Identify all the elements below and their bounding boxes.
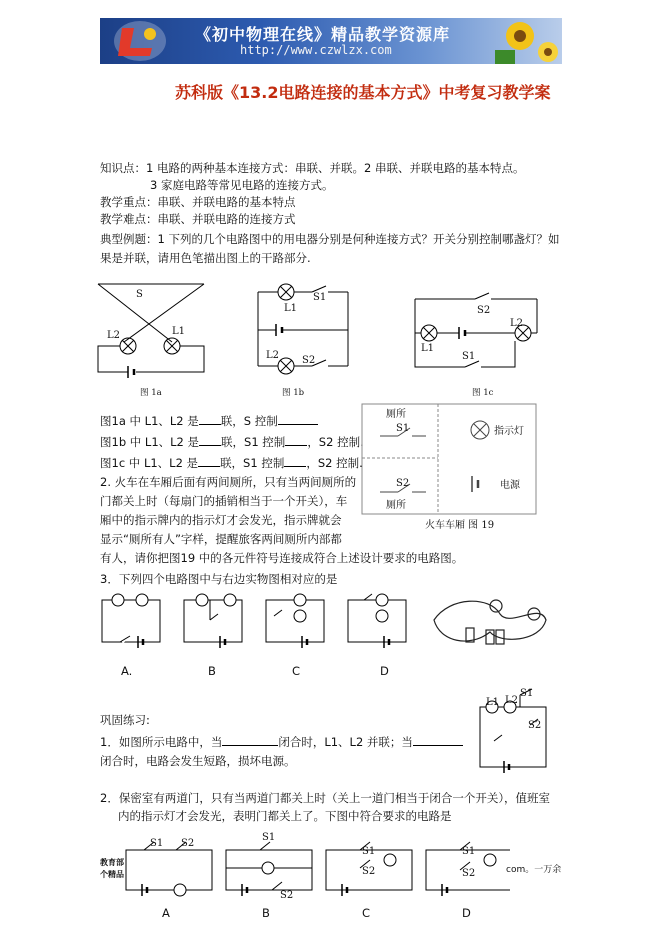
q1-c-text-1: 图1c 中 L1、L2 是 — [100, 456, 199, 470]
practice-header: 巩固练习: — [100, 713, 150, 727]
q1-b-text-3: ，S2 控制. — [307, 435, 364, 449]
document-title: 苏科版《13.2电路连接的基本方式》中考复习教学案 — [175, 83, 551, 102]
answer-blank[interactable] — [284, 454, 306, 467]
answer-blank[interactable] — [222, 733, 278, 746]
answer-blank[interactable] — [199, 433, 221, 446]
practice-q2-option-b[interactable]: B — [262, 906, 270, 920]
q1-c-text-2: 联，S1 控制 — [220, 456, 285, 470]
q2-line-2: 门都关上时（每扇门的插销相当于一个开关），车 — [100, 494, 348, 508]
practice-q2-circuit-options — [120, 830, 510, 905]
label-l2-1b: L2 — [266, 350, 280, 361]
q1-line-c — [100, 454, 363, 471]
practice-q2-option-c[interactable]: C — [362, 906, 371, 920]
q1-b-text-2: 联，S1 控制 — [221, 435, 286, 449]
label-s1-1b: S1 — [313, 292, 327, 303]
practice-q1-text-1: 1．如图所示电路中，当 — [100, 735, 223, 749]
q1-c-text-3: ，S2 控制. — [306, 456, 363, 470]
label-l2-1c: L2 — [510, 318, 524, 329]
fig19-s2: S2 — [396, 478, 410, 489]
q2-line-4: 显示“厕所有人”字样，提醒旅客两间厕所内部都 — [100, 532, 342, 546]
q2-label-s2-d: S2 — [462, 868, 476, 879]
label-s-1a: S — [136, 289, 143, 300]
q3-circuit-options — [98, 590, 428, 650]
q3-text: 3．下列四个电路图中与右边实物图相对应的是 — [100, 572, 338, 586]
fig19-toilet-1: 厕所 — [386, 409, 406, 420]
practice-q2-option-d[interactable]: D — [462, 906, 471, 920]
answer-blank[interactable] — [413, 733, 463, 746]
practice-label-s2: S2 — [528, 720, 542, 731]
practice-q2-line-2: 内的指示灯才会发光，表明门都关上了。下图中符合要求的电路是 — [118, 809, 452, 823]
q1-line-b — [100, 433, 364, 450]
q1-b-text-1: 图1b 中 L1、L2 是 — [100, 435, 200, 449]
q2-label-s2-c: S2 — [362, 866, 376, 877]
practice-label-l1: L1 — [486, 697, 500, 708]
label-l1-1a: L1 — [172, 326, 186, 337]
fig19-caption: 火车车厢 图 19 — [425, 520, 495, 531]
answer-blank[interactable] — [199, 412, 221, 425]
example-line-1: 典型例题：1 下列的几个电路图中的用电器分别是何种连接方式？开关分别控制哪盏灯？如 — [100, 232, 560, 246]
example-line-2: 果是并联，请用色笔描出图上的干路部分. — [100, 251, 311, 265]
practice-q1-text-2: 闭合时，L1、L2 并联；当 — [278, 735, 413, 749]
practice-q2-option-a[interactable]: A — [162, 906, 170, 920]
q2-label-s2-a: S2 — [181, 838, 195, 849]
figure-1c-caption: 图 1c — [472, 388, 494, 398]
footer-left-2: 个精品 — [100, 870, 124, 879]
figure-1a-caption: 图 1a — [140, 388, 162, 398]
q2-label-s1-c: S1 — [362, 846, 376, 857]
figure-1b-caption: 图 1b — [282, 388, 305, 398]
circuit-figure-1c — [405, 285, 545, 380]
label-l2-1a: L2 — [107, 330, 121, 341]
q1-a-text-2: 联，S 控制 — [220, 414, 278, 428]
practice-q1-line-2: 闭合时，电路会发生短路，损坏电源。 — [100, 754, 296, 768]
knowledge-points: 知识点：1 电路的两种基本连接方式：串联、并联。2 串联、并联电路的基本特点。 — [100, 161, 525, 175]
banner-url[interactable]: http://www.czwlzx.com — [240, 43, 392, 57]
practice-label-s1: S1 — [520, 688, 534, 699]
q2-line-5: 有人，请你把图19 中的各元件符号连接成符合上述设计要求的电路图。 — [100, 551, 464, 565]
q2-line-1: 2. 火车在车厢后面有两间厕所，只有当两间厕所的 — [100, 475, 357, 489]
answer-blank[interactable] — [278, 412, 318, 425]
label-s2-1c: S2 — [477, 305, 491, 316]
footer-left-1: 教育部 — [100, 858, 124, 867]
practice-q1-line-1 — [100, 733, 463, 750]
practice-label-l2: L2 — [505, 695, 519, 706]
q3-option-a[interactable]: A. — [121, 664, 133, 678]
fig19-lamp: 指示灯 — [494, 426, 524, 437]
knowledge-points-cont: 3 家庭电路等常见电路的连接方式。 — [150, 178, 334, 192]
q2-label-s1-a: S1 — [150, 838, 164, 849]
difficult-points: 教学难点：串联、并联电路的连接方式 — [100, 212, 296, 226]
q3-option-b[interactable]: B — [208, 664, 216, 678]
label-l1-1b: L1 — [284, 303, 298, 314]
answer-blank[interactable] — [285, 433, 307, 446]
label-l1-1c: L1 — [421, 343, 435, 354]
q3-option-d[interactable]: D — [380, 664, 389, 678]
q2-label-s1-d: S1 — [462, 846, 476, 857]
q1-line-a — [100, 412, 318, 429]
q1-a-text-1: 图1a 中 L1、L2 是 — [100, 414, 199, 428]
footer-right: com。一万余 — [506, 865, 562, 875]
fig19-power: 电源 — [500, 480, 520, 491]
q3-physical-picture — [430, 592, 550, 652]
label-s2-1b: S2 — [302, 355, 316, 366]
q2-label-s1-b: S1 — [262, 832, 276, 843]
label-s1-1c: S1 — [462, 351, 476, 362]
q2-label-s2-b: S2 — [280, 890, 294, 901]
practice-q2-line-1: 2．保密室有两道门，只有当两道门都关上时（关上一道门相当于闭合一个开关），值班室 — [100, 791, 551, 805]
fig19-toilet-2: 厕所 — [386, 500, 406, 511]
fig19-s1: S1 — [396, 423, 410, 434]
key-points: 教学重点：串联、并联电路的基本特点 — [100, 195, 296, 209]
q2-line-3: 厢中的指示牌内的指示灯才会发光，指示牌就会 — [100, 513, 342, 527]
q3-option-c[interactable]: C — [292, 664, 301, 678]
answer-blank[interactable] — [198, 454, 220, 467]
banner-title: 《初中物理在线》精品教学资源库 — [195, 25, 451, 44]
